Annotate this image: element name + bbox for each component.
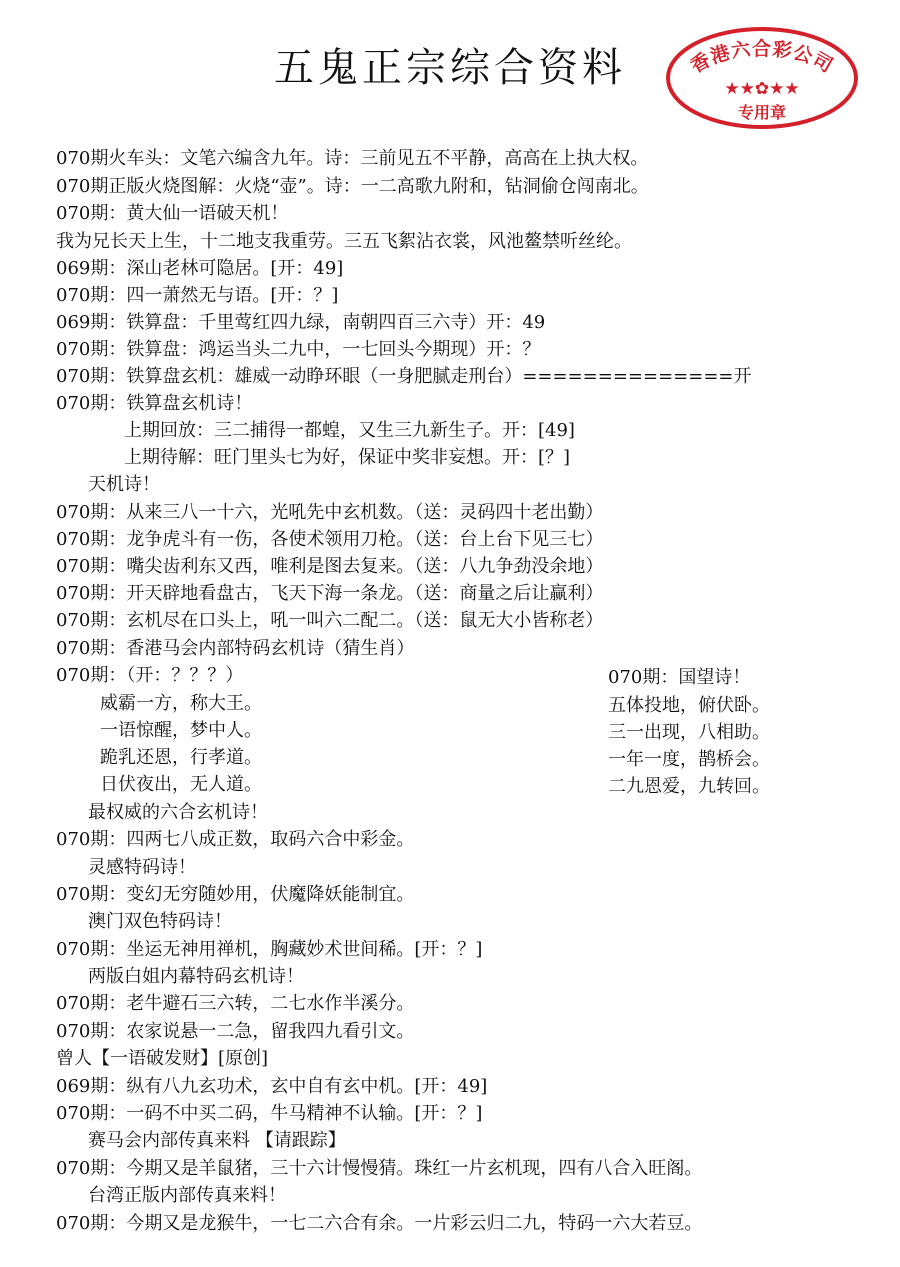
- text-line: 070期：龙争虎斗有一伤，各使术领用刀枪。（送：台上台下见三七）: [56, 529, 604, 550]
- text-line: 070期：一码不中买二码，牛马精神不认输。[开：？]: [56, 1103, 483, 1124]
- section-heading: 赛马会内部传真来料 【请跟踪】: [88, 1130, 346, 1151]
- text-line: 070期：今期又是羊鼠猪，三十六计慢慢猜。珠红一片玄机现，四有八合入旺阁。: [56, 1158, 703, 1179]
- text-line: 070期：嘴尖齿利东又西，唯利是图去复来。（送：八九争劲没余地）: [56, 556, 604, 577]
- text-line: 070期火车头：文笔六编含九年。诗：三前见五不平静，高高在上执大权。: [56, 148, 649, 169]
- text-line: 069期：铁算盘：千里莺红四九绿，南朝四百三六寺）开：49: [56, 312, 546, 333]
- text-line: 070期：四一萧然无与语。[开：？]: [56, 285, 339, 306]
- section-heading: 澳门双色特码诗！: [88, 911, 232, 932]
- section-heading: 曾人【一语破发财】[原创]: [56, 1048, 269, 1069]
- text-line: 070期：从来三八一十六，光吼先中玄机数。（送：灵码四十老出勤）: [56, 502, 604, 523]
- poem-line: 威霸一方，称大王。: [100, 693, 262, 714]
- section-heading: 两版白姐内幕特码玄机诗！: [88, 966, 304, 987]
- text-line: 上期待解：旺门里头七为好，保证中奖非妄想。开：[？]: [124, 447, 571, 468]
- text-line: 070期：变幻无穷随妙用，伏魔降妖能制宜。: [56, 884, 415, 905]
- right-poem-line: 一年一度，鹊桥会。: [608, 749, 770, 770]
- svg-text:香港六合彩公司: [686, 37, 837, 78]
- section-heading: 最权威的六合玄机诗！: [88, 802, 268, 823]
- text-line: 070期：铁算盘玄机诗！: [56, 393, 253, 414]
- seal-top-text: 香港六合彩公司: [686, 37, 838, 78]
- text-line: 070期：四两七八成正数，取码六合中彩金。: [56, 829, 415, 850]
- text-line: 070期：玄机尽在口头上，吼一叫六二配二。（送：鼠无大小皆称老）: [56, 610, 604, 631]
- company-seal: [664, 26, 860, 130]
- section-heading: 天机诗！: [88, 474, 160, 495]
- section-heading: 台湾正版内部传真来料！: [88, 1185, 286, 1206]
- text-line: 070期：铁算盘：鸿运当头二九中，一七回头今期现）开：？: [56, 339, 541, 360]
- right-poem-line: 三一出现，八相助。: [608, 722, 770, 743]
- text-line: 069期：深山老林可隐居。[开：49]: [56, 258, 344, 279]
- text-line: 070期：坐运无神用禅机，胸藏妙术世间稀。[开：？]: [56, 939, 483, 960]
- right-poem-title: 070期：国望诗！: [608, 667, 751, 688]
- text-line: 070期：农家说悬一二急，留我四九看引文。: [56, 1021, 415, 1042]
- text-line: 070期：黄大仙一语破天机！: [56, 203, 289, 224]
- text-line: 070期：铁算盘玄机：雄威一动睁环眼（一身肥腻走刑台）==============开: [56, 366, 752, 387]
- text-line: 我为兄长天上生，十二地支我重劳。三五飞絮沾衣裳，风池鳌禁听丝纶。: [56, 231, 632, 252]
- text-line: 069期：纵有八九玄功术，玄中自有玄中机。[开：49]: [56, 1076, 488, 1097]
- text-line: 070期：开天辟地看盘古，飞天下海一条龙。（送：商量之后让赢利）: [56, 583, 604, 604]
- section-heading: 灵感特码诗！: [88, 857, 196, 878]
- right-poem-line: 五体投地，俯伏卧。: [608, 695, 770, 716]
- poem-line: 一语惊醒，梦中人。: [100, 720, 262, 741]
- seal-bottom-text: 专用章: [737, 103, 787, 122]
- text-line: 070期：老牛避石三六转，二七水作半溪分。: [56, 993, 415, 1014]
- seal-stars: ★★✿★★: [724, 79, 800, 99]
- text-line: 070期：今期又是龙猴牛，一七二六合有余。一片彩云归二九，特码一六大若豆。: [56, 1213, 703, 1234]
- text-line: 070期正版火烧图解：火烧“壶”。诗：一二高歌九附和，钻洞偷仓闯南北。: [56, 176, 649, 197]
- page-title: 五鬼正宗综合资料: [274, 45, 626, 91]
- text-line: 070期：（开：？？？）: [56, 665, 244, 686]
- poem-line: 日伏夜出，无人道。: [100, 774, 262, 795]
- text-line: 070期：香港马会内部特码玄机诗（猜生肖）: [56, 638, 415, 659]
- text-line: 上期回放：三二捕得一都蝗，又生三九新生子。开：[49]: [124, 420, 575, 441]
- right-poem-line: 二九恩爱，九转回。: [608, 776, 770, 797]
- poem-line: 跪乳还恩，行孝道。: [100, 747, 262, 768]
